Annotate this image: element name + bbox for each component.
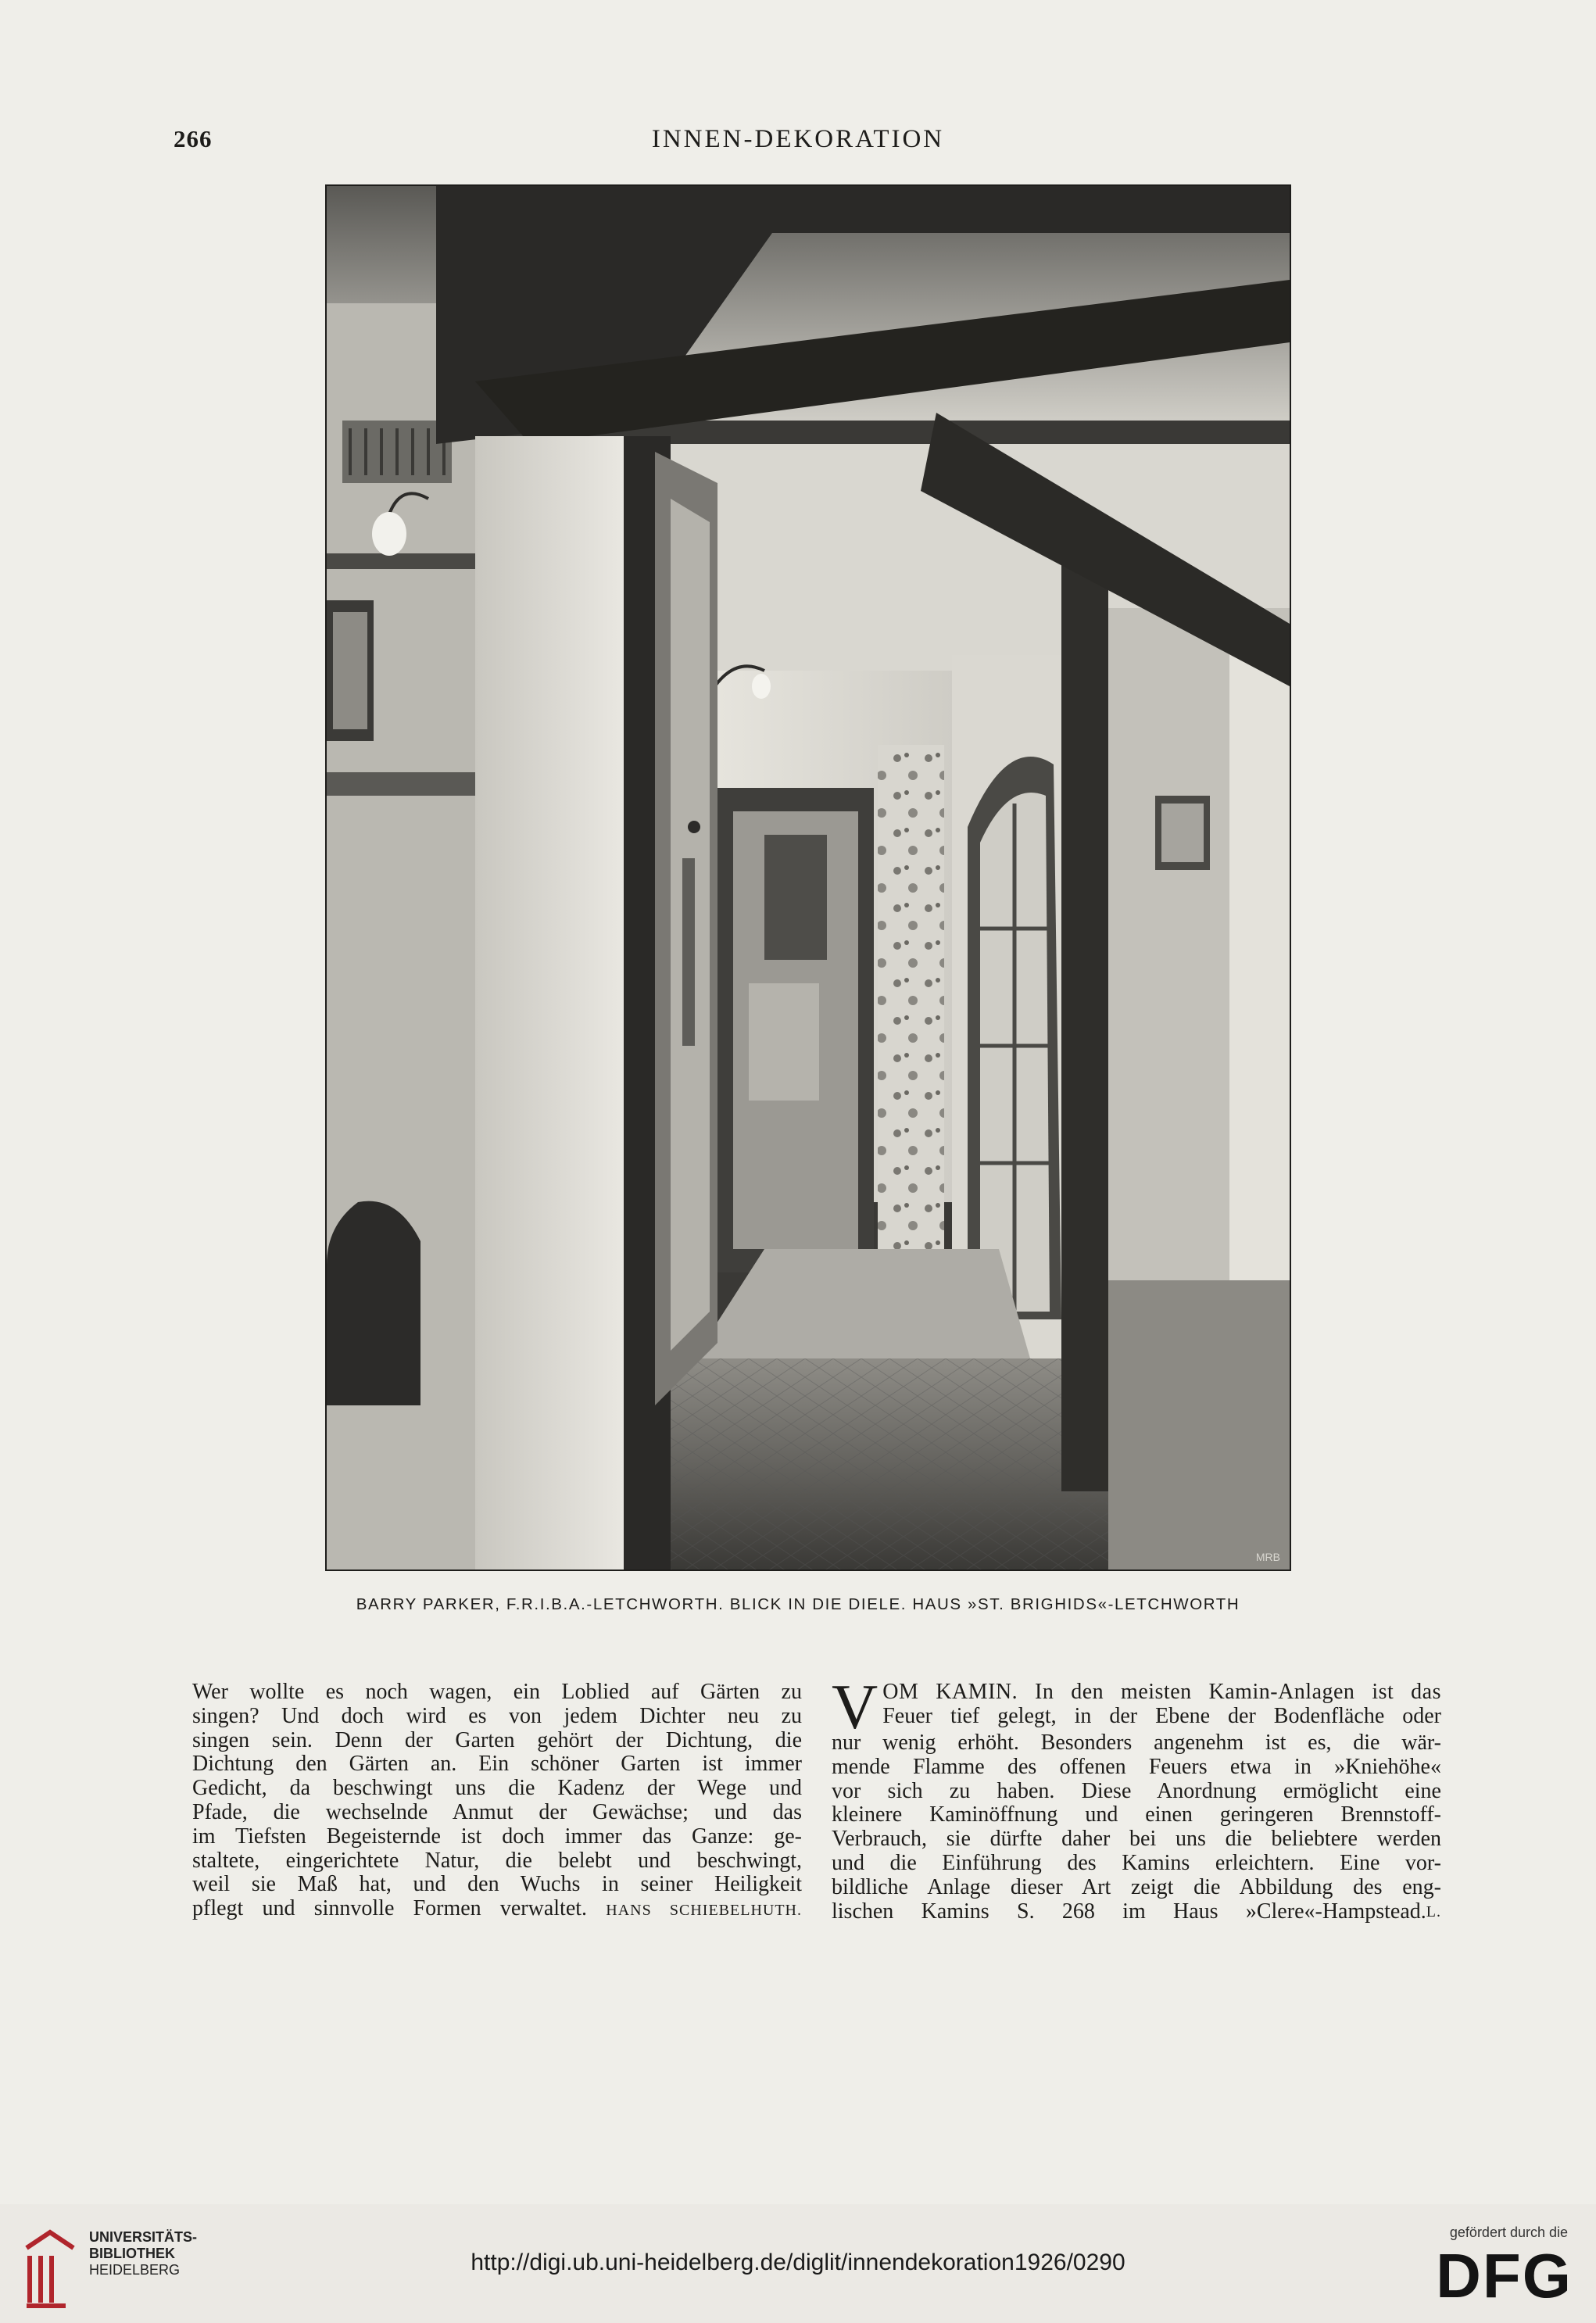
left-column-essay — [192, 1681, 802, 1923]
text-line: OM KAMIN. In den meisten Kamin-Anlagen ist das — [882, 1680, 1441, 1704]
text-line: Pfade, die wechselnde Anmut der Gewächse; und das — [192, 1799, 802, 1824]
text-line: nur wenig erhöht. Besonders angenehm ist es, die wär- — [832, 1731, 1441, 1755]
photo-caption: BARRY PARKER, F.R.I.B.A.-LETCHWORTH. BLICK IN DIE DIELE. HAUS »ST. BRIGHIDS«-LETCHWORTH — [356, 1595, 1240, 1613]
text-line: weil sie Maß hat, und den Wuchs in seiner Heiligkeit — [192, 1872, 802, 1897]
text-line: kleinere Kaminöffnung und einen geringeren Brennstoff- — [832, 1802, 1441, 1827]
text-line: Gedicht, da beschwingt uns die Kadenz der Wege und — [192, 1776, 802, 1801]
text-line-last — [832, 1900, 1441, 1924]
text-line: mende Flamme des offenen Feuers etwa in »Kniehöhe« — [832, 1754, 1441, 1779]
text-line: singen? Und doch wird es von jedem Dichter neu zu — [192, 1703, 802, 1728]
digitization-footer — [0, 2204, 1596, 2323]
photo-monogram: MRB — [1255, 1551, 1280, 1563]
dfg-logo: DFG — [1436, 2241, 1573, 2310]
text-line: und die Einführung des Kamins erleichtern. Eine vor- — [832, 1850, 1441, 1875]
text-line: singen sein. Denn der Garten gehört der Dichtung, die — [192, 1727, 802, 1752]
drop-cap: V — [832, 1671, 879, 1742]
funded-by-label: gefördert durch die — [1449, 2225, 1568, 2240]
text-line: bildliche Anlage dieser Art zeigt die Abbildung des eng- — [832, 1874, 1441, 1899]
text-line: im Tiefsten Begeisternde ist doch immer das Ganze: ge- — [192, 1824, 802, 1849]
interior-photograph — [327, 186, 1290, 1570]
text-line: staltete, eingerichtete Natur, die belebt und beschwingt, — [192, 1848, 802, 1873]
text-line: Verbrauch, sie dürfte daher bei uns die beliebtere werden — [832, 1827, 1441, 1852]
right-column-article — [832, 1671, 1441, 1924]
author-name: HANS SCHIEBELHUTH. — [606, 1902, 803, 1920]
source-url-link[interactable]: http://digi.ub.uni-heidelberg.de/diglit/innendekoration1926/0290 — [471, 2250, 1125, 2275]
text-line: Dichtung den Gärten an. Ein schöner Garten ist immer — [192, 1752, 802, 1777]
text-line: Wer wollte es noch wagen, ein Loblied auf Gärten zu — [192, 1680, 802, 1704]
library-line-2: BIBLIOTHEK — [89, 2246, 175, 2261]
text-line-final: pflegt und sinnvolle Formen verwaltet. — [192, 1896, 588, 1921]
text-line: vor sich zu haben. Diese Anordnung ermöglicht eine — [832, 1778, 1441, 1803]
text-line-final: lischen Kamins S. 268 im Haus »Clere«-Hampstead. — [832, 1899, 1426, 1924]
library-line-3: HEIDELBERG — [89, 2262, 181, 2278]
library-line-1: UNIVERSITÄTS- — [89, 2229, 198, 2245]
article-signature: L. — [1426, 1902, 1441, 1920]
running-head: INNEN-DEKORATION — [651, 125, 945, 153]
text-line-last — [192, 1897, 802, 1923]
page-number: 266 — [174, 125, 213, 152]
text-line: Feuer tief gelegt, in der Ebene der Bodenfläche oder — [882, 1703, 1441, 1728]
